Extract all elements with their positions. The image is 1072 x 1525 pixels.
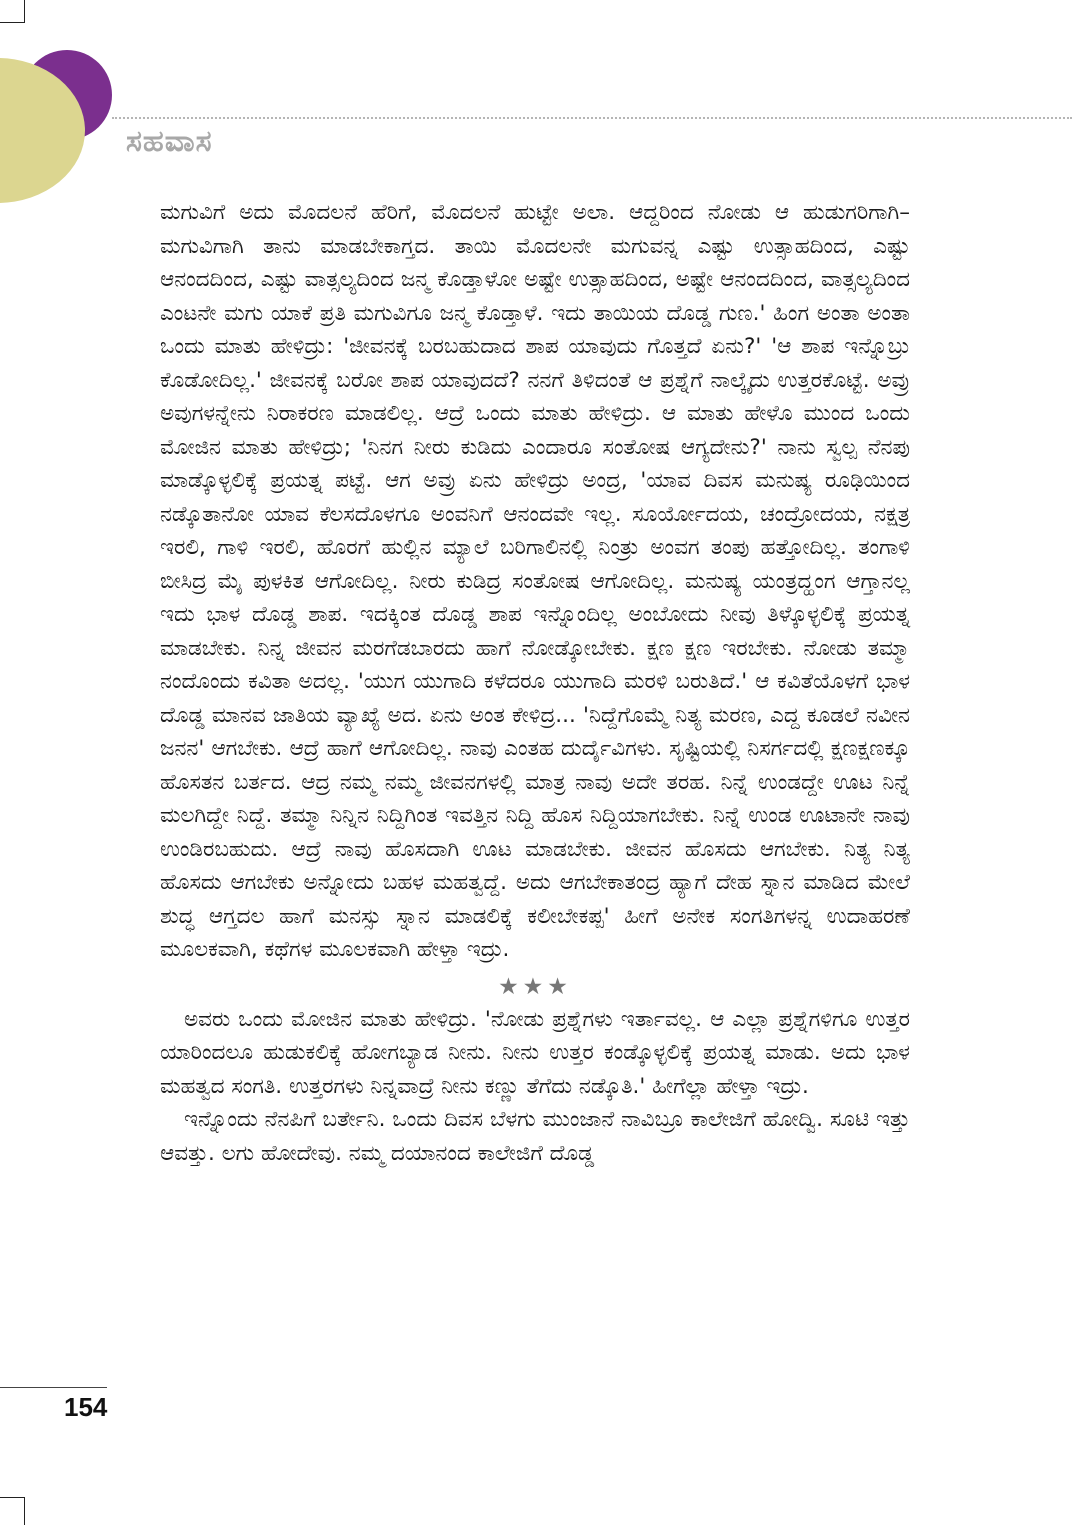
running-head-title: ಸಹವಾಸ (126, 124, 213, 159)
body-text (160, 196, 910, 1170)
crop-mark-bottom (24, 1497, 25, 1525)
paragraph-2: ಅವರು ಒಂದು ಮೋಜಿನ ಮಾತು ಹೇಳಿದ್ರು. 'ನೋಡು ಪ್ರಶ್ನೆಗಳು ಇರ್ತಾವಲ್ಲ. ಆ ಎಲ್ಲಾ ಪ್ರಶ್ನೆಗಳಿಗೂ ಉತ್ತರ ಯಾರಿಂದಲೂ ಹುಡುಕಲಿಕ್ಕೆ ಹೋಗಬ್ಯಾಡ ನೀನು. ನೀನು ಉತ್ತರ ಕಂಡ್ಕೊಳ್ಳಲಿಕ್ಕೆ ಪ್ರಯತ್ನ ಮಾಡು. ಅದು ಭಾಳ ಮಹತ್ವದ ಸಂಗತಿ. ಉತ್ತರಗಳು ನಿನ್ನವಾದ್ರೆ ನೀನು ಕಣ್ಣು ತೆಗೆದು ನಡ್ಕೊತಿ.' ಹೀಗೆಲ್ಲಾ ಹೇಳ್ತಾ ಇದ್ರು. (160, 1006, 910, 1099)
page-number: 154 (64, 1392, 108, 1422)
crop-mark-bottom-horizontal (0, 1497, 25, 1498)
paragraph-1: ಮಗುವಿಗೆ ಅದು ಮೊದಲನೆ ಹೆರಿಗೆ, ಮೊದಲನೆ ಹುಟ್ಟೇ ಅಲಾ. ಆದ್ದರಿಂದ ನೋಡು ಆ ಹುಡುಗರಿಗಾಗಿ–ಮಗುವಿಗಾಗಿ ತಾನು ಮಾಡಬೇಕಾಗ್ತದ. ತಾಯಿ ಮೊದಲನೇ ಮಗುವನ್ನ ಎಷ್ಟು ಉತ್ಸಾಹದಿಂದ, ಎಷ್ಟು ಆನಂದದಿಂದ, ಎಷ್ಟು ವಾತ್ಸಲ್ಯದಿಂದ ಜನ್ಮ ಕೊಡ್ತಾಳೋ ಅಷ್ಟೇ ಉತ್ಸಾಹದಿಂದ, ಅಷ್ಟೇ ಆನಂದದಿಂದ, ವಾತ್ಸಲ್ಯದಿಂದ ಎಂಟನೇ ಮಗು ಯಾಕೆ ಪ್ರತಿ ಮಗುವಿಗೂ ಜನ್ಮ ಕೊಡ್ತಾಳೆ. ಇದು ತಾಯಿಯ ದೊಡ್ಡ ಗುಣ.' ಹಿಂಗ ಅಂತಾ ಅಂತಾ ಒಂದು ಮಾತು ಹೇಳಿದ್ರು: 'ಜೀವನಕ್ಕೆ ಬರಬಹುದಾದ ಶಾಪ ಯಾವುದು ಗೊತ್ತದೆ ಏನು?' 'ಆ ಶಾಪ ಇನ್ನೊಬ್ರು ಕೊಡೋದಿಲ್ಲ.' ಜೀವನಕ್ಕೆ ಬರೋ ಶಾಪ ಯಾವುದದೆ? ನನಗೆ ತಿಳಿದಂತೆ ಆ ಪ್ರಶ್ನೆಗೆ ನಾಲ್ಕೈದು ಉತ್ತರಕೊಟ್ಟೆ. ಅವ್ರು ಅವುಗಳನ್ನೇನು ನಿರಾಕರಣ ಮಾಡಲಿಲ್ಲ. ಆದ್ರೆ ಒಂದು ಮಾತು ಹೇಳಿದ್ರು. ಆ ಮಾತು ಹೇಳೊ ಮುಂದ ಒಂದು ಮೋಜಿನ ಮಾತು ಹೇಳಿದ್ರು; 'ನಿನಗ ನೀರು ಕುಡಿದು ಎಂದಾರೂ ಸಂತೋಷ ಆಗ್ಯದೇನು?' ನಾನು ಸ್ವಲ್ಪ ನೆನಪು ಮಾಡ್ಕೊಳ್ಳಲಿಕ್ಕೆ ಪ್ರಯತ್ನ ಪಟ್ಟೆ. ಆಗ ಅವ್ರು ಏನು ಹೇಳಿದ್ರು ಅಂದ್ರ, 'ಯಾವ ದಿವಸ ಮನುಷ್ಯ ರೂಢಿಯಿಂದ ನಡ್ಕೊತಾನೋ ಯಾವ ಕೆಲಸದೊಳಗೂ ಅಂವನಿಗೆ ಆನಂದವೇ ಇಲ್ಲ. ಸೂರ್ಯೋದಯ, ಚಂದ್ರೋದಯ, ನಕ್ಷತ್ರ ಇರಲಿ, ಗಾಳಿ ಇರಲಿ, ಹೊರಗೆ ಹುಲ್ಲಿನ ಮ್ಯಾಲೆ ಬರಿಗಾಲಿನಲ್ಲಿ ನಿಂತ್ರು ಅಂವಗ ತಂಪು ಹತ್ತೋದಿಲ್ಲ. ತಂಗಾಳಿ ಬೀಸಿದ್ರ ಮೈ ಪುಳಕಿತ ಆಗೋದಿಲ್ಲ. ನೀರು ಕುಡಿದ್ರ ಸಂತೋಷ ಆಗೋದಿಲ್ಲ. ಮನುಷ್ಯ ಯಂತ್ರದ್ಹಂಗ ಆಗ್ತಾನಲ್ಲ ಇದು ಭಾಳ ದೊಡ್ಡ ಶಾಪ. ಇದಕ್ಕಿಂತ ದೊಡ್ಡ ಶಾಪ ಇನ್ನೊಂದಿಲ್ಲ ಅಂಬೋದು ನೀವು ತಿಳ್ಕೊಳ್ಳಲಿಕ್ಕೆ ಪ್ರಯತ್ನ ಮಾಡಬೇಕು. ನಿನ್ನ ಜೀವನ ಮರಗೆಡಬಾರದು ಹಾಗೆ ನೋಡ್ಕೋಬೇಕು. ಕ್ಷಣ ಕ್ಷಣ ಇರಬೇಕು. ನೋಡು ತಮ್ಮಾ ನಂದೊಂದು ಕವಿತಾ ಅದಲ್ಲ. 'ಯುಗ ಯುಗಾದಿ ಕಳೆದರೂ ಯುಗಾದಿ ಮರಳಿ ಬರುತಿದೆ.' ಆ ಕವಿತೆಯೊಳಗೆ ಭಾಳ ದೊಡ್ಡ ಮಾನವ ಜಾತಿಯ ವ್ಯಾಖ್ಯೆ ಅದ. ಏನು ಅಂತ ಕೇಳಿದ್ರ... 'ನಿದ್ದೆಗೊಮ್ಮೆ ನಿತ್ಯ ಮರಣ, ಎದ್ದ ಕೂಡಲೆ ನವೀನ ಜನನ' ಆಗಬೇಕು. ಆದ್ರೆ ಹಾಗೆ ಆಗೋದಿಲ್ಲ. ನಾವು ಎಂತಹ ದುರ್ದೈವಿಗಳು. ಸೃಷ್ಟಿಯಲ್ಲಿ ನಿಸರ್ಗದಲ್ಲಿ ಕ್ಷಣಕ್ಷಣಕ್ಕೂ ಹೊಸತನ ಬರ್ತದ. ಆದ್ರ ನಮ್ಮ ನಮ್ಮ ಜೀವನಗಳಲ್ಲಿ ಮಾತ್ರ ನಾವು ಅದೇ ತರಹ. ನಿನ್ನೆ ಉಂಡದ್ದೇ ಊಟ ನಿನ್ನೆ ಮಲಗಿದ್ದೇ ನಿದ್ದೆ. ತಮ್ಮಾ ನಿನ್ನಿನ ನಿದ್ದಿಗಿಂತ ಇವತ್ತಿನ ನಿದ್ದಿ ಹೊಸ ನಿದ್ದಿಯಾಗಬೇಕು. ನಿನ್ನೆ ಉಂಡ ಊಟಾನೇ ನಾವು ಉಂಡಿರಬಹುದು. ಆದ್ರೆ ನಾವು ಹೊಸದಾಗಿ ಊಟ ಮಾಡಬೇಕು. ಜೀವನ ಹೊಸದು ಆಗಬೇಕು. ನಿತ್ಯ ನಿತ್ಯ ಹೊಸದು ಆಗಬೇಕು ಅನ್ನೋದು ಬಹಳ ಮಹತ್ವದ್ದೆ. ಅದು ಆಗಬೇಕಾತಂದ್ರ ಹ್ಯಾಗೆ ದೇಹ ಸ್ನಾನ ಮಾಡಿದ ಮೇಲೆ ಶುದ್ಧ ಆಗ್ತದಲ ಹಾಗೆ ಮನಸ್ಸು ಸ್ನಾನ ಮಾಡಲಿಕ್ಕೆ ಕಲೀಬೇಕಪ್ಪ' ಹೀಗೆ ಅನೇಕ ಸಂಗತಿಗಳನ್ನ ಉದಾಹರಣೆ ಮೂಲಕವಾಗಿ, ಕಥೆಗಳ ಮೂಲಕವಾಗಿ ಹೇಳ್ತಾ ಇದ್ರು. (160, 200, 910, 962)
section-separator-stars: ★★★ (498, 973, 572, 1000)
footer-rule (0, 1387, 107, 1388)
header-dotted-rule (112, 117, 1072, 119)
paragraph-3: ಇನ್ನೊಂದು ನೆನಪಿಗೆ ಬರ್ತೇನಿ. ಒಂದು ದಿವಸ ಬೆಳಗು ಮುಂಜಾನೆ ನಾವಿಬ್ರೂ ಕಾಲೇಜಿಗೆ ಹೋದ್ವಿ. ಸೂಟಿ ಇತ್ತು ಆವತ್ತು. ಲಗು ಹೋದೇವು. ನಮ್ಮ ದಯಾನಂದ ಕಾಲೇಜಿಗೆ ದೊಡ್ಡ (160, 1107, 910, 1166)
crop-mark-top (24, 0, 25, 22)
crop-mark-top-horizontal (0, 22, 25, 23)
